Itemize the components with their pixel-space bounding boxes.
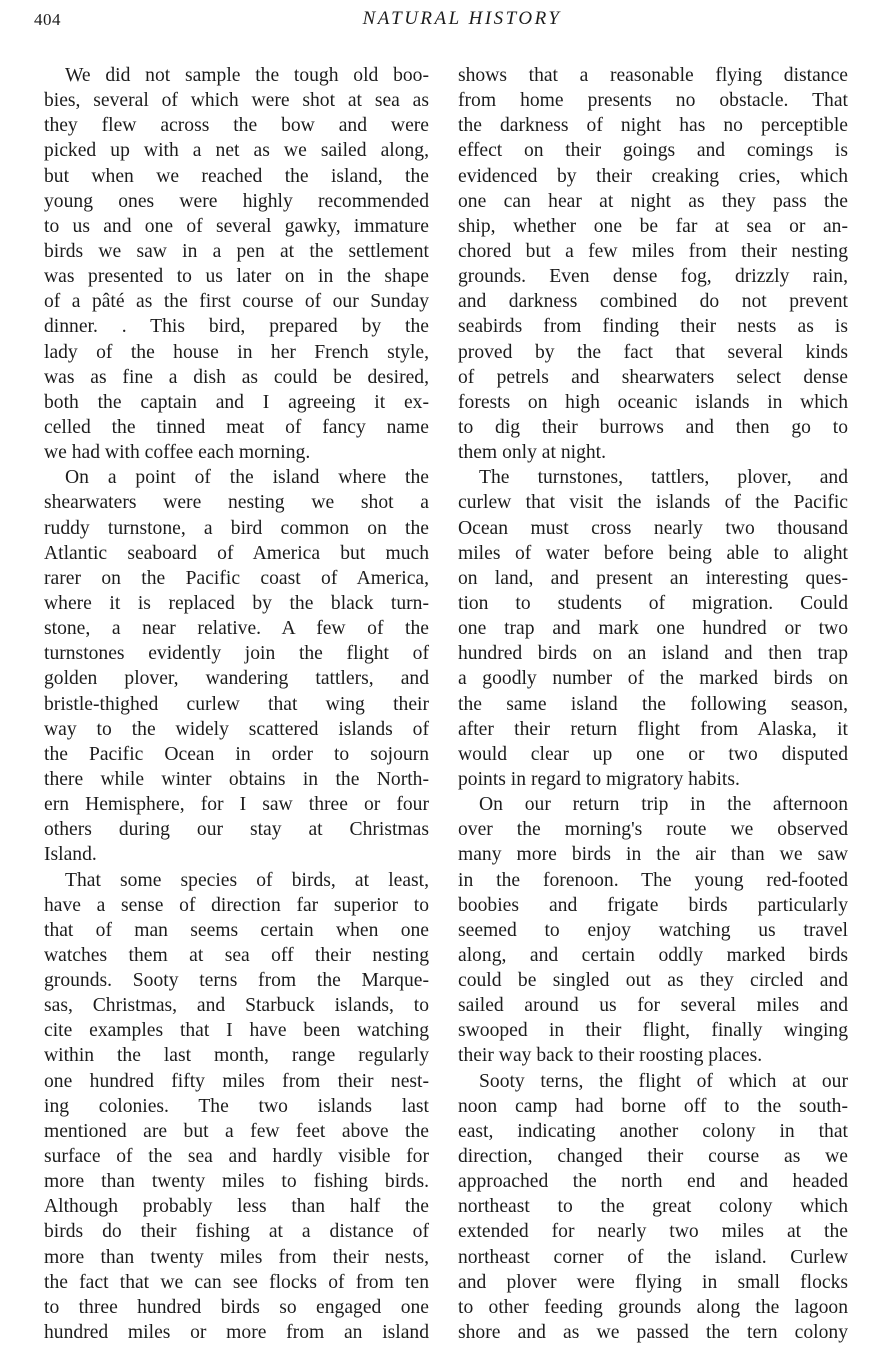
text-line: shows that a reasonable flying distance [458, 65, 848, 86]
paragraph-first-line: Sooty terns, the flight of which at our [479, 1070, 848, 1092]
text-line: the same island the following season, [458, 693, 848, 715]
paragraph-first-line: We did not sample the tough old boo- [65, 65, 429, 86]
text-line: both the captain and I agreeing it ex- [44, 391, 429, 413]
text-line: shearwaters were nesting we shot a [44, 492, 429, 514]
text-line: bies, several of which were shot at sea as [44, 90, 429, 112]
text-line: the fact that we can see flocks of from ten [44, 1271, 429, 1293]
text-line: dinner. . This bird, prepared by the [44, 316, 429, 338]
text-line: seabirds from finding their nests as is [458, 316, 848, 338]
text-line: hundred miles or more from an island [44, 1322, 429, 1344]
text-line: tion to students of migration. Could [458, 592, 848, 614]
text-line: effect on their goings and comings is [458, 140, 848, 162]
text-line: was presented to us later on in the shape [44, 266, 429, 288]
text-line: on land, and present an interesting ques- [458, 567, 848, 589]
text-line: one trap and mark one hundred or two [458, 618, 848, 640]
text-line: to us and one of several gawky, immature [44, 215, 429, 237]
text-line: that of man seems certain when one [44, 919, 429, 941]
text-line: of a pâté as the first course of our Sunday [44, 291, 429, 313]
paragraph-first-line: On our return trip in the afternoon [479, 794, 848, 816]
text-line: forests on high oceanic islands in which [458, 391, 848, 413]
text-column-left [44, 63, 429, 1345]
text-line: Ocean must cross nearly two thousand [458, 517, 848, 539]
text-line: would clear up one or two disputed [458, 743, 848, 765]
text-line: their way back to their roosting places. [458, 1045, 763, 1067]
text-line: more than twenty miles to fishing birds. [44, 1171, 429, 1193]
text-line: where it is replaced by the black turn- [44, 592, 429, 614]
text-line: have a sense of direction far superior to [44, 894, 429, 916]
text-line: east, indicating another colony in that [458, 1120, 848, 1142]
text-line: sailed around us for several miles and [458, 995, 848, 1017]
text-line: grounds. Even dense fog, drizzly rain, [458, 266, 848, 288]
text-line: ship, whether one be far at sea or an- [458, 215, 848, 237]
paragraph-first-line: The turnstones, tattlers, plover, and [479, 467, 848, 489]
text-line: in the forenoon. The young red-footed [458, 869, 848, 891]
running-head: NATURAL HISTORY [362, 8, 562, 29]
text-line: over the morning's route we observed [458, 819, 848, 841]
text-line: turnstones evidently join the flight of [44, 643, 429, 665]
text-line: there while winter obtains in the North- [44, 768, 429, 790]
text-line: they flew across the bow and were [44, 115, 429, 137]
text-line: swooped in their flight, finally winging [458, 1020, 848, 1042]
text-line: curlew that visit the islands of the Pacific [458, 492, 848, 514]
text-line: a goodly number of the marked birds on [458, 668, 848, 690]
text-line: ruddy turnstone, a bird common on the [44, 517, 429, 539]
text-line: from home presents no obstacle. That [458, 90, 848, 112]
paragraph-first-line: That some species of birds, at least, [65, 869, 429, 891]
text-line: but when we reached the island, the [44, 165, 429, 187]
text-line: of petrels and shearwaters select dense [458, 366, 848, 388]
text-line: shore and as we passed the tern colony [458, 1322, 848, 1344]
text-line: we had with coffee each morning. [44, 442, 311, 464]
text-line: sas, Christmas, and Starbuck islands, to [44, 995, 429, 1017]
text-line: Island. [44, 844, 97, 866]
text-line: celled the tinned meat of fancy name [44, 416, 429, 438]
text-line: after their return flight from Alaska, it [458, 718, 848, 740]
text-line: noon camp had borne off to the south- [458, 1095, 848, 1117]
text-line: within the last month, range regularly [44, 1045, 429, 1067]
text-line: to other feeding grounds along the lagoon [458, 1296, 848, 1318]
text-line: ern Hemisphere, for I saw three or four [44, 794, 429, 816]
text-line: more than twenty miles from their nests, [44, 1246, 429, 1268]
text-line: way to the widely scattered islands of [44, 718, 429, 740]
text-line: evidenced by their creaking cries, which [458, 165, 848, 187]
text-line: them only at night. [458, 442, 607, 464]
text-line: seemed to enjoy watching us travel [458, 919, 848, 941]
text-line: northeast corner of the island. Curlew [458, 1246, 848, 1268]
text-line: the darkness of night has no perceptible [458, 115, 848, 137]
text-line: could be singled out as they circled and [458, 970, 848, 992]
text-line: and plover were flying in small flocks [458, 1271, 848, 1293]
text-line: picked up with a net as we sailed along, [44, 140, 429, 162]
text-line: cite examples that I have been watching [44, 1020, 429, 1042]
text-line: northeast to the great colony which [458, 1196, 848, 1218]
text-line: along, and certain oddly marked birds [458, 944, 848, 966]
text-line: lady of the house in her French style, [44, 341, 429, 363]
text-line: watches them at sea off their nesting [44, 944, 429, 966]
text-line: mentioned are but a few feet above the [44, 1120, 429, 1142]
text-line: the Pacific Ocean in order to sojourn [44, 743, 429, 765]
text-line: to three hundred birds so engaged one [44, 1296, 429, 1318]
text-line: one can hear at night as they pass the [458, 190, 848, 212]
text-line: approached the north end and headed [458, 1171, 848, 1193]
text-line: many more birds in the air than we saw [458, 844, 848, 866]
text-line: to dig their burrows and then go to [458, 416, 848, 438]
text-line: Atlantic seaboard of America but much [44, 542, 429, 564]
text-line: proved by the fact that several kinds [458, 341, 848, 363]
text-line: boobies and frigate birds particularly [458, 894, 848, 916]
text-line: points in regard to migratory habits. [458, 768, 740, 790]
text-column-right [458, 63, 848, 1345]
text-line: birds we saw in a pen at the settlement [44, 240, 429, 262]
text-line: birds do their fishing at a distance of [44, 1221, 429, 1243]
text-line: Although probably less than half the [44, 1196, 429, 1218]
text-line: ing colonies. The two islands last [44, 1095, 429, 1117]
text-line: one hundred fifty miles from their nest- [44, 1070, 429, 1092]
text-line: golden plover, wandering tattlers, and [44, 668, 429, 690]
paragraph-first-line: On a point of the island where the [65, 467, 429, 489]
text-line: and darkness combined do not prevent [458, 291, 848, 313]
text-line: extended for nearly two miles at the [458, 1221, 848, 1243]
text-line: young ones were highly recommended [44, 190, 429, 212]
text-line: miles of water before being able to alight [458, 542, 848, 564]
text-line: direction, changed their course as we [458, 1146, 848, 1168]
text-line: stone, a near relative. A few of the [44, 618, 429, 640]
text-line: rarer on the Pacific coast of America, [44, 567, 429, 589]
text-line: surface of the sea and hardly visible for [44, 1146, 429, 1168]
text-line: hundred birds on an island and then trap [458, 643, 848, 665]
text-line: grounds. Sooty terns from the Marque- [44, 970, 429, 992]
text-line: bristle-thighed curlew that wing their [44, 693, 429, 715]
page-number: 404 [34, 10, 61, 29]
text-line: chored but a few miles from their nesting [458, 240, 848, 262]
text-line: was as fine a dish as could be desired, [44, 366, 429, 388]
text-line: others during our stay at Christmas [44, 819, 429, 841]
